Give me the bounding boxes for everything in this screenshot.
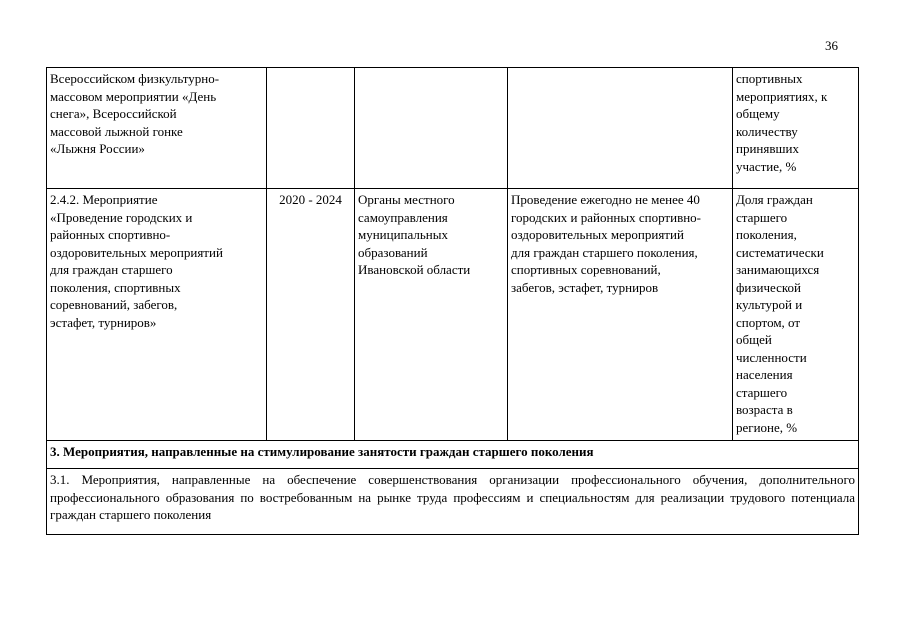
section-3-1-text: 3.1. Мероприятия, направленные на обеспечение совершенствования организации профессионального обучения, дополнительного профессионального образования по востребованным на рынке труда профессиям и специальностям для реализации трудового потенциала граждан старшего поколения [47,469,859,535]
text-line: возраста в [736,402,793,417]
responsible-cell [355,68,508,189]
text-line: систематически [736,244,824,260]
text-line: Проведение ежегодно не менее 40 [511,192,700,207]
text-line: муниципальных [358,227,449,242]
text-line: общему [736,106,780,121]
text-line: спортом, от [736,314,801,330]
text-line: для граждан старшего поколения, [511,244,698,260]
text-line: принявших [736,141,799,156]
text-line: снега», Всероссийской [50,106,177,121]
period-cell: 2020 - 2024 [267,189,355,441]
text-line: Всероссийском физкультурно- [50,71,220,86]
text-line: Ивановской области [358,262,471,277]
text-line: старшего [736,384,788,400]
text-line: «Лыжня России» [50,141,145,156]
period-cell [267,68,355,189]
text-line: городских и районных спортивно- [511,209,701,225]
text-line: поколения, спортивных [50,279,181,295]
text-line: соревнований, забегов, [50,297,178,312]
page-number: 36 [825,38,838,53]
text-line: районных спортивно- [50,227,171,242]
result-cell [508,189,733,441]
text-line: занимающихся [736,262,820,277]
indicator-cell [733,189,859,441]
indicator-cell [733,68,859,189]
text-line: участие, % [736,158,797,174]
program-table [46,67,859,535]
event-name-cell [47,68,267,189]
text-line: культурой и [736,297,803,312]
text-line: физической [736,279,801,295]
text-line: поколения, [736,227,797,242]
responsible-cell [355,189,508,441]
text-line: «Проведение городских и [50,209,193,225]
text-line: образований [358,244,428,260]
table-row-continuation [47,68,859,189]
text-line: спортивных соревнований, [511,262,661,277]
text-line: населения [736,367,793,382]
text-line: массовой лыжной гонке [50,123,183,139]
result-cell [508,68,733,189]
text-line: общей [736,332,772,347]
text-line: спортивных [736,71,803,86]
text-line: для граждан старшего [50,262,173,277]
text-line: массовом мероприятии «День [50,88,217,104]
text-line: Органы местного [358,192,455,207]
text-line: забегов, эстафет, турниров [511,279,659,295]
text-line: самоуправления [358,209,448,225]
text-line: мероприятиях, к [736,88,828,104]
text-line: количеству [736,123,798,139]
event-name-cell [47,189,267,441]
section-3-heading-row [47,441,859,469]
text-line: регионе, % [736,419,798,435]
text-line: эстафет, турниров» [50,314,157,330]
text-line: старшего [736,209,788,225]
text-line: оздоровительных мероприятий [511,227,684,242]
text-line: оздоровительных мероприятий [50,244,223,260]
text-line: численности [736,349,807,365]
section-3-1-row [47,469,859,535]
text-line: Доля граждан [736,192,813,207]
text-line: 2.4.2. Мероприятие [50,192,158,207]
table-row-2-4-2 [47,189,859,441]
section-heading: 3. Мероприятия, направленные на стимулирование занятости граждан старшего поколения [47,441,859,469]
